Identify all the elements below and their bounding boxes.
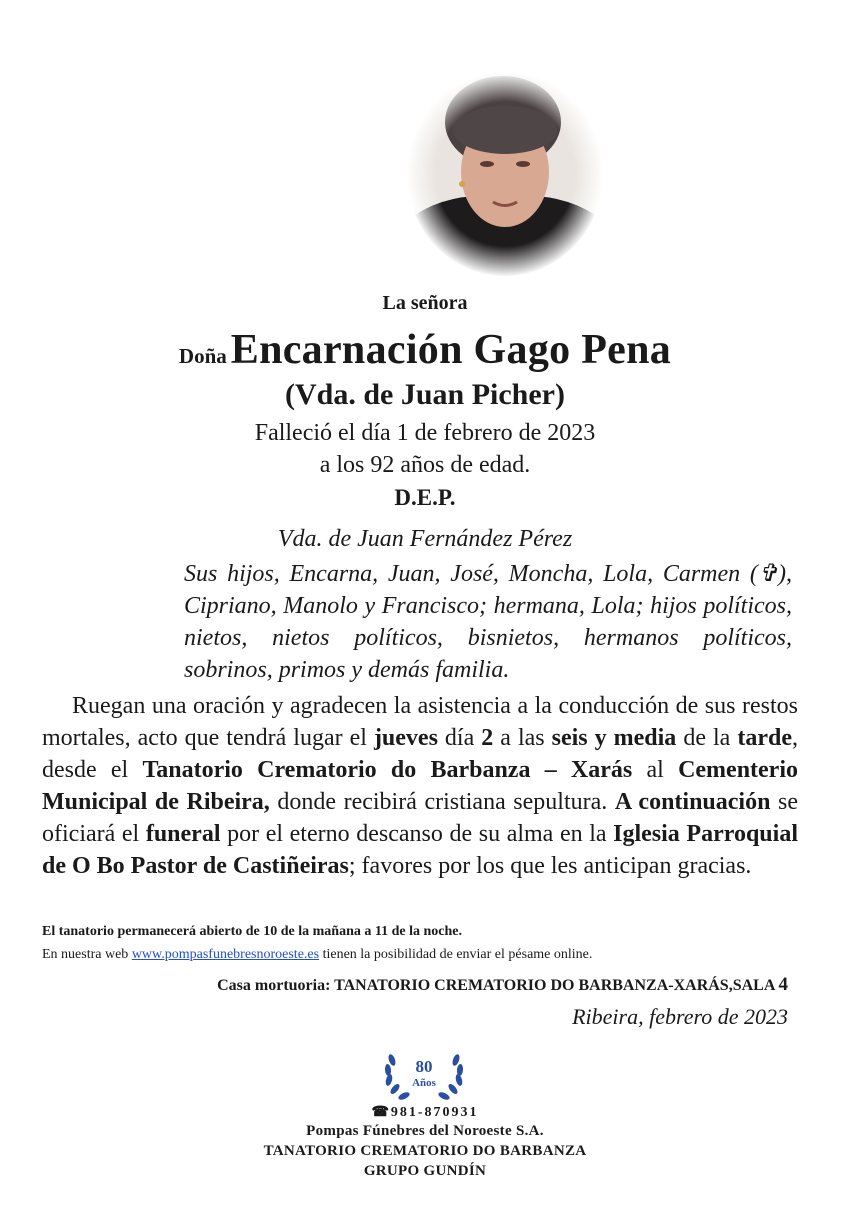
dep-text: D.E.P. <box>394 485 456 510</box>
relatives-text-2: ), Cipriano, Manolo y Francisco; hermana, Lola; hijos políticos, nietos, nietos políticos, bisnietos, hermanos políticos, sobrinos, primos y demás familia. <box>184 561 792 683</box>
relatives-text-1: Sus hijos, Encarna, Juan, José, Moncha, Lola, Carmen ( <box>184 561 758 587</box>
body-text: se oficiará el <box>42 789 799 847</box>
body-text: ; favores por los que les anticipan gracias. <box>348 853 752 879</box>
opening-hours: El tanatorio permanecerá abierto de 10 de la mañana a 11 de la noche. <box>42 924 462 939</box>
age: a los 92 años de edad. <box>319 452 531 478</box>
death-date: Falleció el día 1 de febrero de 2023 <box>254 420 596 446</box>
casa-label: Casa mortuoria: <box>217 977 335 994</box>
body-bold: jueves <box>373 725 438 751</box>
body-text: día <box>437 725 482 751</box>
casa-room: 4 <box>778 974 788 995</box>
tanatorio-name: TANATORIO CREMATORIO DO BARBANZA <box>263 1143 587 1159</box>
group-name: GRUPO GUNDÍN <box>363 1163 487 1179</box>
intro-text: La señora <box>382 292 468 314</box>
honorific: Doña <box>178 344 227 368</box>
body-text: donde recibirá cristiana sepultura. <box>269 789 615 815</box>
deceased-name: Encarnación Gago Pena <box>230 327 672 373</box>
phone-icon: ☎ <box>371 1105 391 1120</box>
anniversary-logo <box>378 1040 470 1106</box>
body-bold: Iglesia Parroquial de O Bo Pastor de Castiñeiras <box>42 821 798 879</box>
funeral-home <box>120 974 788 996</box>
phone-number: 981-870931 <box>390 1105 479 1120</box>
body-bold: seis y media <box>551 725 677 751</box>
website-link[interactable]: www.pompasfunebresnoroeste.es <box>131 947 320 962</box>
body-text: al <box>632 757 679 783</box>
body-bold: tarde <box>737 725 792 751</box>
body-bold: 2 <box>481 725 494 751</box>
body-bold: Tanatorio Crematorio do Barbanza – Xarás <box>142 757 633 783</box>
body-bold: Cementerio Municipal de Ribeira, <box>42 757 799 815</box>
logo-number: 80 <box>415 1057 433 1076</box>
web-prefix: En nuestra web <box>42 947 132 962</box>
ceremony-paragraph <box>42 690 798 882</box>
logo-word: Años <box>412 1077 436 1089</box>
deceased-portrait <box>405 72 605 277</box>
family-paragraph <box>184 558 792 686</box>
place-date: Ribeira, febrero de 2023 <box>572 1004 788 1029</box>
company-name: Pompas Fúnebres del Noroeste S.A. <box>306 1123 544 1139</box>
web-suffix: tienen la posibilidad de enviar el pésame online. <box>319 947 593 962</box>
cross-icon: ✞ <box>757 561 778 587</box>
name-line <box>0 326 850 374</box>
body-text: de la <box>676 725 738 751</box>
body-bold: A continuación <box>614 789 771 815</box>
phone-line <box>0 1104 850 1121</box>
casa-place: TANATORIO CREMATORIO DO BARBANZA-XARÁS,SALA <box>334 977 779 994</box>
spouse-text: Vda. de Juan Fernández Pérez <box>277 526 573 552</box>
body-text: a las <box>493 725 552 751</box>
body-bold: funeral <box>145 821 221 847</box>
body-text: , desde el <box>42 725 798 783</box>
widow-of: (Vda. de Juan Picher) <box>285 378 565 411</box>
body-text: por el eterno descanso de su alma en la <box>220 821 614 847</box>
web-note <box>42 947 592 963</box>
body-text: Ruegan una oración y agradecen la asistencia a la conducción de sus restos mortales, acto que tendrá lugar el <box>42 693 798 751</box>
